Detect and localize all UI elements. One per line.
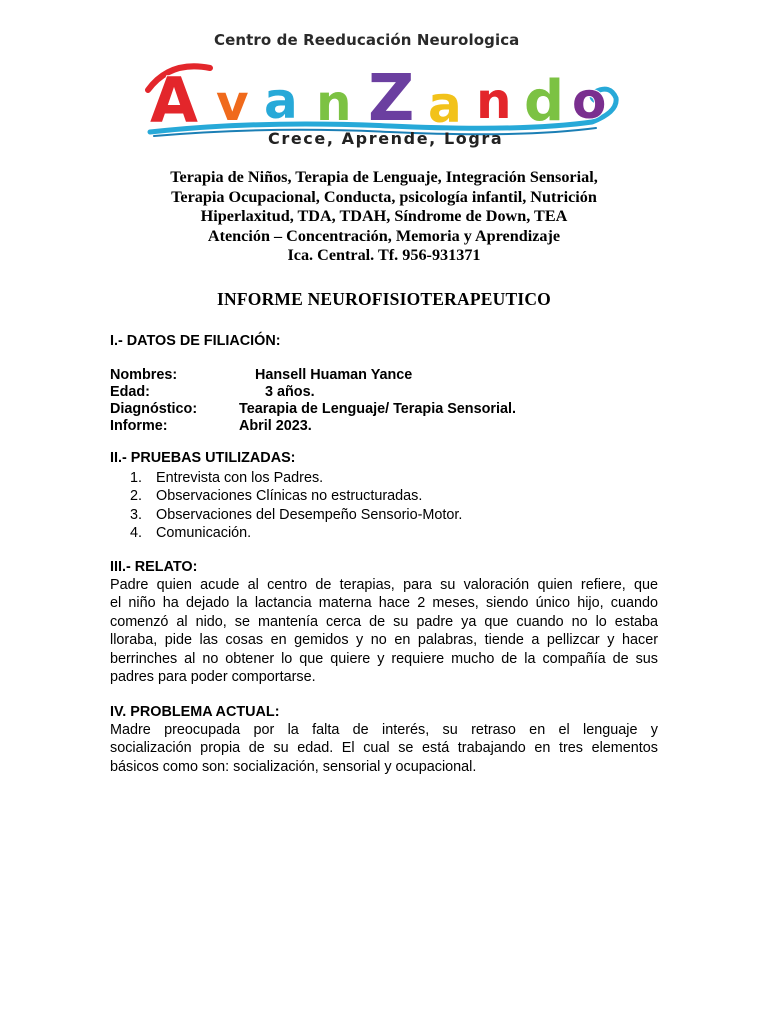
field-value: Hansell Huaman Yance	[255, 367, 413, 383]
paragraph-line: Madre preocupada por la falta de interés, su retraso en el lenguaje y	[110, 722, 658, 738]
logo-letter: a	[428, 76, 462, 134]
logo-letter: A	[150, 64, 198, 137]
section-heading-relato: III.- RELATO:	[110, 559, 198, 575]
section-heading-pruebas: II.- PRUEBAS UTILIZADAS:	[110, 450, 296, 466]
services-line: Atención – Concentración, Memoria y Aprendizaje	[207, 226, 561, 245]
services-header	[100, 168, 668, 266]
list-item: 3. Observaciones del Desempeño Sensorio-Motor.	[130, 506, 463, 523]
field-label: Edad:	[110, 384, 150, 400]
logo-center-name: Centro de Reeducación Neurologica	[214, 31, 520, 49]
paragraph-line: padres para poder comportarse.	[110, 669, 316, 686]
list-item: 2. Observaciones Clínicas no estructuradas.	[130, 488, 423, 505]
paragraph-line: el niño ha dejado la lactancia materna hace 2 meses, siendo único hijo, cuando	[110, 595, 658, 612]
paragraph-line: básicos como son: socialización, sensorial y ocupacional.	[110, 758, 477, 775]
logo-tagline: Crece, Aprende, Logra	[268, 129, 504, 148]
logo-letter: d	[524, 69, 565, 134]
field-value: Abril 2023.	[239, 418, 312, 434]
logo-letter: n	[316, 74, 352, 132]
paragraph-line: comenzó al nido, se mantenía cerca de su padre ya que cuando no lo estaba	[110, 613, 658, 630]
logo-letter: Z	[368, 62, 415, 136]
problema-paragraph	[110, 721, 658, 776]
services-line: Terapia de Niños, Terapia de Lenguaje, Integración Sensorial,	[170, 168, 598, 186]
field-value: Tearapia de Lenguaje/ Terapia Sensorial.	[239, 401, 516, 417]
relato-paragraph	[110, 576, 658, 686]
field-label: Nombres:	[110, 367, 178, 383]
paragraph-line: lloraba, pide las cosas en gemidos y no en palabras, tiende a pellizcar y hacer	[110, 632, 658, 649]
field-value: 3 años.	[265, 384, 315, 400]
field-label: Diagnóstico:	[110, 401, 198, 417]
field-label: Informe:	[110, 418, 168, 434]
services-line: Terapia Ocupacional, Conducta, psicología infantil, Nutrición	[171, 187, 597, 206]
services-line: Hiperlaxitud, TDA, TDAH, Síndrome de Down, TEA	[200, 207, 568, 226]
logo-letter: o	[572, 72, 607, 130]
logo-letter: a	[264, 72, 298, 130]
contact-line: Ica. Central. Tf. 956-931371	[287, 246, 481, 265]
paragraph-line: berrinches al no obtener lo que quiere y requiere mucho de la compañía de sus	[110, 650, 658, 667]
paragraph-line: socialización propia de su edad. El cual se está trabajando en tres elementos	[110, 740, 658, 757]
pruebas-list	[130, 469, 462, 542]
logo-letter: v	[216, 74, 249, 132]
logo-letter: n	[476, 72, 512, 130]
paragraph-line: Padre quien acude al centro de terapias, para su valoración quien refiere, que	[110, 577, 658, 593]
section-heading-filiacion: I.- DATOS DE FILIACIÓN:	[110, 333, 281, 349]
document-title: INFORME NEUROFISIOTERAPEUTICO	[217, 289, 551, 309]
section-heading-problema: IV. PROBLEMA ACTUAL:	[110, 704, 280, 720]
list-item: 4. Comunicación.	[130, 524, 252, 541]
list-item: 1. Entrevista con los Padres.	[130, 470, 324, 486]
